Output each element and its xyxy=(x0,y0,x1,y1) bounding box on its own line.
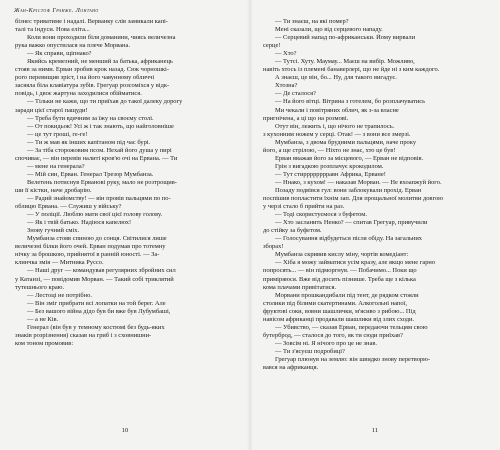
right-page xyxy=(250,0,500,450)
text-line: — За тіба сторожовим псом. Нехай його душа у пирі xyxy=(27,146,172,154)
text-line: Позаду подвівся гул: вони заблокували прохід. Ерван xyxy=(275,186,422,194)
text-line: — Ти з'ясуєш подробиці? xyxy=(275,347,345,355)
text-line: — От покидьок! Усі ж і так знають, що найголовніше xyxy=(27,122,174,130)
text-line: фруктові соки, вовни шашлички, м'ясиво з рибою... Під xyxy=(263,307,416,315)
text-line: Грегуар плюнув на землю: він швидко знову перетворю- xyxy=(275,355,431,363)
text-line: знаків розрізнення) сказав на гриб і з сховнишни- xyxy=(15,331,152,339)
text-line: — Зовсім ні. Я нічого про це не знав. xyxy=(275,339,377,347)
text-line: — Радий знайомству! — він провів пальцями по по- xyxy=(27,195,171,203)
text-line: — це тут гроші, ге-ге! xyxy=(27,130,88,138)
text-line: — Ти знаєш, на які помер? xyxy=(275,18,349,25)
text-line: талі та індуси. Нова еліта... xyxy=(15,26,90,34)
text-line: Мумбанза стояв спиною до сонця. Світилися лише xyxy=(27,235,167,243)
text-line: засяяла біла клавіатура зубів. Грегуар розсоміхся у відк- xyxy=(15,82,170,90)
text-line: клинчка змія — Митника Руссо. xyxy=(15,259,104,267)
text-line: — Хто засланить Ненко? — спитав Грегуар, привучили xyxy=(275,219,428,227)
left-page-text xyxy=(15,18,239,348)
text-line: — а не Ків. xyxy=(27,315,59,323)
text-line: бізнес триватиме і надалі. Верванку слів замикали капі- xyxy=(15,18,168,25)
text-line: серце! xyxy=(263,42,281,50)
text-line: ши її кістки, наче дробарію. xyxy=(15,186,92,194)
text-line: приміряюся. Вже від досить пізнише. Треба ще з кілька xyxy=(263,275,416,283)
text-line: рука важко опустилася на плече Морвана. xyxy=(15,42,130,50)
text-line: зборах! xyxy=(263,243,284,251)
text-line: навіть хтось із племені банаверлері, що не йде ні з ким каждого. xyxy=(263,66,440,74)
text-line: — Він зміг прибрати всі лопатки на той берег. Але xyxy=(27,299,166,307)
text-line: до стійку за буфетом. xyxy=(263,227,322,235)
text-line: — Голосування відбудеться після обіду. На загальних xyxy=(275,235,422,243)
text-line: поспішив попластити їхнім зап. Для прощальної молитви довгою xyxy=(263,195,443,203)
text-line: — Наші друг — командував регулярних збройних сил xyxy=(27,267,176,275)
text-line: — У поліції. Люблю мати свої цієї голову голову. xyxy=(27,211,163,219)
text-line: — Лестоці не потрібно. xyxy=(27,291,92,299)
text-line: — Серцевий напад по-африканськи. Йому вирвали xyxy=(275,34,416,42)
text-line: заради цієї старої пащуди! xyxy=(15,106,88,114)
text-line: пригнічена, а ці що на розмові. xyxy=(263,114,349,122)
text-line: — Треба бути вдячним за їжу на своєму столі. xyxy=(27,114,154,122)
running-head: Жан-Крістоф Гранже. Лонтано xyxy=(14,7,99,14)
text-line: вався на африканця. xyxy=(263,364,319,372)
text-line: з кухонним ножем у серці. Отак! — з вони все змерзі. xyxy=(263,130,411,138)
text-line: бутерброд, — сталося до того, як ти сюди приїхав? xyxy=(263,331,403,339)
text-line: стояв за ними. Ерван зробив крок назад. Сюк чорношкі- xyxy=(15,66,169,74)
text-line: — мене на генерала? xyxy=(27,162,85,170)
text-line: величезні білки його очей. Ерван подумав про тотемну xyxy=(15,243,166,251)
text-line: Знову гучний сміх. xyxy=(27,227,80,235)
text-line: — Тільки не кажи, що ти приїхав до такої далеку дорогу xyxy=(27,98,183,106)
text-line: — Ти ж мав як інших капітаном під час бурі. xyxy=(27,138,151,146)
text-line: кома плачами привітатися. xyxy=(263,283,337,291)
text-line: — Убивство, — сказав Ерван, передаючи тельцям свою xyxy=(275,323,428,331)
text-line: Грін з вигадкою розплачує крокодилом. xyxy=(275,162,384,170)
text-line: Морвани прошкандибали під тент, де рядком стояли xyxy=(275,291,419,299)
text-line: нічку за брошкою, прийнятої в ранній юності. — За- xyxy=(15,251,160,259)
text-line: його, а ще стрілою, — Ніхто не знає, хто це був! xyxy=(263,146,396,154)
text-line: навісом африканці продавали шашлики від злих сходи. xyxy=(263,315,415,323)
text-line: у черзі стало б прийти на раз. xyxy=(263,203,345,211)
text-line: попросять... — він підморгнув. — Побачимо... Поки що xyxy=(263,267,417,275)
text-line: — Як справи, щіпнако? xyxy=(27,50,92,58)
text-line: — Хіба я можу займатися усім кразу, але якщо мене гарно xyxy=(275,259,436,267)
text-line: — На його вітці. Вітрина з готелем, бо розплачуватись xyxy=(275,98,426,106)
text-line: Мені сказали, що від серцевого нападу. xyxy=(275,26,383,34)
text-line: тутешнього краю. xyxy=(15,283,65,291)
text-line: Отут він, лежить і, що нічого не трапилось. xyxy=(275,122,395,130)
text-line: Коли вони проходили біля доманини, чиясь величезна xyxy=(27,34,176,42)
page-number-right: 11 xyxy=(371,427,379,434)
text-line: столики під білими скатертинами. Алкогольні напої, xyxy=(263,299,407,307)
text-line: — Як і твій батько. Надіюся капелюх! xyxy=(27,219,132,227)
text-line: повідь, і двоє жартуна заходилися обійматися. xyxy=(15,90,142,98)
text-line: — Ннако, з кухом! — наказав Морван. — Не вхоапжуй його. xyxy=(275,178,442,186)
text-line: спочиває, — він перевів налиті кров'ю очі на Ервана. — Ти xyxy=(15,154,178,162)
text-line: ком тоном промовив: xyxy=(15,339,74,347)
text-line: Мумбанза, з двома брудними пальцями, наче проку xyxy=(275,138,417,146)
text-line: — Мій син, Ерван. Генерал Трезор Мумбанза. xyxy=(27,170,154,178)
text-line: Ми чекали і повітряних облич, як з-за власне xyxy=(275,106,399,114)
text-line: — Тоді скористуємося з буфетом. xyxy=(275,211,367,219)
text-line: Хтозна? xyxy=(275,82,298,90)
text-line: — Де сталося? xyxy=(275,90,316,98)
text-line: — Тутсі. Хуту. Маумау... Маєш на вибір. Можливо, xyxy=(275,58,415,66)
text-line: — Без вашого війна дідо був би вже був Лубумбаші, xyxy=(27,307,171,315)
text-line: А знаєш, це він, бо... Ну, для такого вигадує. xyxy=(275,74,397,82)
text-line: Ерван вважав його за місцевого, — Ерван не відповів. xyxy=(275,154,424,162)
text-line: Якийсь кремезний, не менший за батька, африканець xyxy=(27,58,173,66)
text-line: — Хто? xyxy=(275,50,297,58)
text-line: — Тут стирррррррравн Африка, Ерване! xyxy=(275,170,386,178)
right-page-text xyxy=(263,18,487,372)
text-line: Мумбанза скривив кислу міну, чортів комедіант: xyxy=(275,251,409,259)
text-line: у Катанзі, — повідомив Морван. — Такий собі триклятий xyxy=(15,275,174,283)
text-line: Генерал (він був у темному костюмі без будь-яких xyxy=(27,323,165,331)
text-line: облицю Ервана. — Служиш у війську? xyxy=(15,203,122,211)
text-line: рого перевищив зріст, і на його чавунному обличчі xyxy=(15,74,155,82)
text-line: Велетень потиснув Ерванові руку, мало не розтрощив- xyxy=(27,178,177,186)
page-number-left: 10 xyxy=(121,427,129,434)
